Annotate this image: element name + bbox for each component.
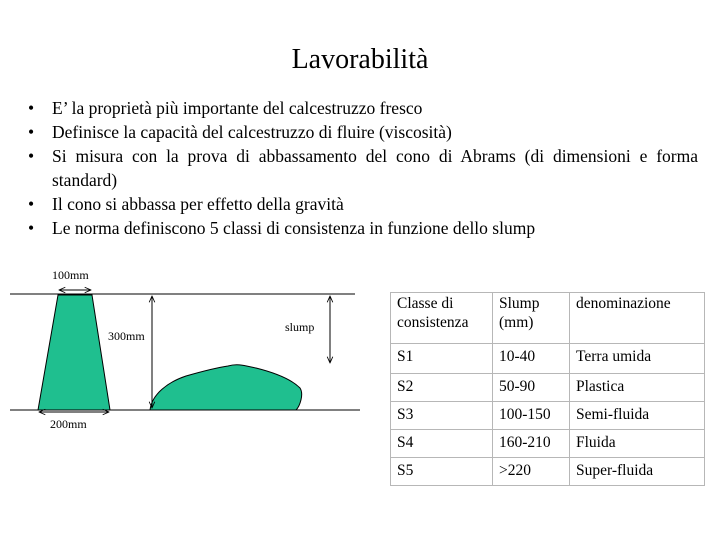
- table-row: [391, 374, 705, 402]
- bullet-dot: •: [28, 218, 35, 238]
- base-width-label: 200mm: [50, 417, 87, 431]
- slump-diagram-svg: [0, 262, 390, 442]
- list-item: [28, 192, 698, 216]
- height-label: 300mm: [108, 329, 145, 343]
- bullet-dot: •: [28, 146, 35, 166]
- cell-class: S4: [391, 430, 493, 458]
- cell-slump: 100-150: [493, 402, 570, 430]
- cell-slump: 160-210: [493, 430, 570, 458]
- bullet-text: Definisce la capacità del calcestruzzo di fluire (viscosità): [52, 122, 452, 142]
- bullet-text: Si misura con la prova di abbassamento del cono di Abrams (di dimensioni e forma standard): [52, 146, 698, 190]
- cell-denomination: Super-fluida: [570, 458, 705, 486]
- list-item: [28, 216, 698, 240]
- slump-label: slump: [285, 320, 315, 334]
- consistency-class-table: [390, 292, 705, 486]
- list-item: [28, 120, 698, 144]
- slumped-concrete-shape: [150, 365, 302, 410]
- header-class: Classe di consistenza: [391, 293, 493, 344]
- cell-slump: >220: [493, 458, 570, 486]
- list-item: [28, 96, 698, 120]
- cell-denomination: Semi-fluida: [570, 402, 705, 430]
- table-row: [391, 458, 705, 486]
- cell-class: S5: [391, 458, 493, 486]
- slump-test-diagram: [0, 262, 390, 442]
- cell-class: S2: [391, 374, 493, 402]
- table-header-row: [391, 293, 705, 344]
- bullet-text: E’ la proprietà più importante del calcestruzzo fresco: [52, 98, 423, 118]
- cell-class: S1: [391, 344, 493, 374]
- cell-denomination: Terra umida: [570, 344, 705, 374]
- header-denomination: denominazione: [570, 293, 705, 344]
- header-slump: Slump (mm): [493, 293, 570, 344]
- bullet-dot: •: [28, 122, 35, 142]
- page-title: Lavorabilità: [291, 44, 429, 75]
- abrams-cone-shape: [38, 295, 110, 410]
- cell-denomination: Fluida: [570, 430, 705, 458]
- bullet-dot: •: [28, 98, 35, 118]
- bullet-dot: •: [28, 194, 35, 214]
- cell-slump: 50-90: [493, 374, 570, 402]
- table-row: [391, 344, 705, 374]
- bullet-text: Le norma definiscono 5 classi di consistenza in funzione dello slump: [52, 218, 536, 238]
- top-width-label: 100mm: [52, 268, 89, 282]
- list-item: [28, 144, 698, 192]
- cell-denomination: Plastica: [570, 374, 705, 402]
- table-row: [391, 402, 705, 430]
- table-row: [391, 430, 705, 458]
- cell-slump: 10-40: [493, 344, 570, 374]
- cell-class: S3: [391, 402, 493, 430]
- bullet-text: Il cono si abbassa per effetto della gravità: [52, 194, 344, 214]
- bullet-list: [28, 96, 698, 240]
